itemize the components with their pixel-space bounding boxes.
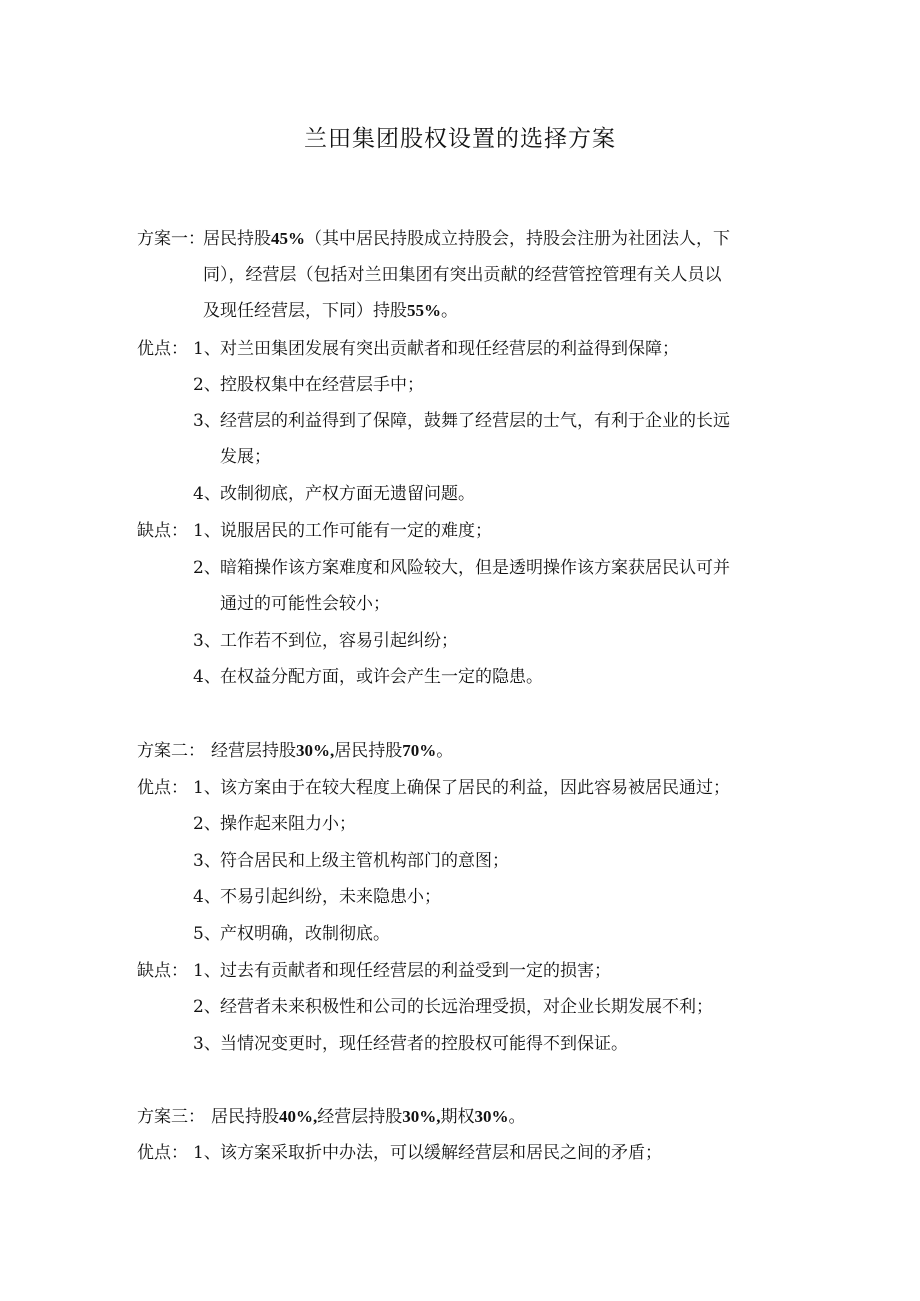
scheme2-label: 方案二： <box>137 741 205 761</box>
cons-label: 缺点： <box>137 961 188 981</box>
scheme1-line1: 居民持股45%（其中居民持股成立持股会，持股会注册为社团法人，下 <box>203 229 730 249</box>
scheme1-label: 方案一： <box>137 229 205 249</box>
pros-label: 优点： <box>137 339 188 359</box>
document-page: 兰田集团股权设置的选择方案 方案一： 居民持股45%（其中居民持股成立持股会，持股会注册为社团法人，下 同），经营层（包括对兰田集团有突出贡献的经营管控管理有关人员以 及现任经营层，下同）持股55%。 优点： 1、 对兰田集团发展有突出贡献者和现任经营层的利益得到保障； 2、 控股权集中在经营层手中； 3、 经营层的利益得到了保障，鼓舞了经营层的士气，有利于企业的长远 发展； 4、 改制彻底，产权方面无遗留问题。 缺点： 1、 说服居民的工作可能有一定的难度； 2、 暗箱操作该方案难度和风险较大，但是透明操作该方案获居民认可并 通过的可能性会较小； 3、 工作若不到位，容易引起纠纷； 4、 在权益分配方面，或许会产生一定的隐患。 方案二： 经营层持股30%,居民持股70%。 优点： 1、 该方案由于在较大程度上确保了居民的利益，因此容易被居民通过； 2、 操作起来阻力小； 3、 符合居民和上级主管机构部门的意图； 4、 不易引起纠纷，未来隐患小； 5、 产权明确，改制彻底。 缺点： 1、 过去有贡献者和现任经营层的利益受到一定的损害； 2、 经营者未来积极性和公司的长远治理受损，对企业长期发展不利； 3、 当情况变更时，现任经营者的控股权可能得不到保证。 方案三： 居民持股40%,经营层持股30%,期权30%。 优点： 1、 该方案采取折中办法，可以缓解经营层和居民之间的矛盾； <box>0 0 920 1301</box>
pros-label: 优点： <box>137 1143 188 1163</box>
page-title: 兰田集团股权设置的选择方案 <box>304 126 616 152</box>
pros-label: 优点： <box>137 778 188 798</box>
cons-label: 缺点： <box>137 521 188 541</box>
scheme3-label: 方案三： <box>137 1107 205 1127</box>
